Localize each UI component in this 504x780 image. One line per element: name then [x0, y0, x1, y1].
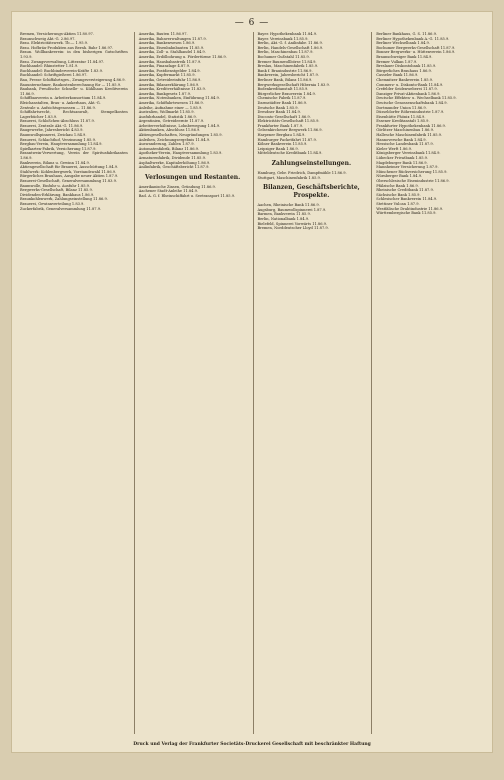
index-entry: Münchener Rückversicherung 11.85.9.: [376, 169, 448, 174]
column-4: [371, 32, 484, 734]
index-entry: Hannoversche Bank 1.84.9.: [376, 137, 427, 142]
index-entry: Nürnberger Bank 1.84.9.: [376, 174, 423, 179]
index-entry: Amerika, Zoll- u. Stahlhandel 1.84.9.: [138, 50, 206, 55]
index-entry: Brau. Zwangsverwaltung, Litteratur 11.84.97.: [20, 59, 105, 64]
index-columns: [20, 32, 484, 734]
page-footer: Druck und Verlag der Frankfurter Societäts-Druckerei Gesellschaft mit beschränkter Haftung: [133, 742, 371, 747]
index-entry: Kieler Werft 1.86.9.: [376, 146, 413, 151]
index-entry: Essener Kreditanstalt 1.85.9.: [376, 119, 430, 124]
index-entry: Baugewerbe, Jahresbericht 4.83.9.: [20, 128, 84, 133]
index-entry: Schlesischer Bankverein 11.84.9.: [376, 197, 438, 202]
section-heading: Bilanzen, Geschäftsberichte, Prospekte.: [263, 184, 360, 200]
index-entry: Schiffahrtsrecht, Rechtsanwalt, Stempelkosten Lagerbücher 1.83.9.: [20, 110, 128, 119]
index-entry: Anleihe, Aufnahme einer — 1.85.9.: [138, 105, 203, 110]
index-entry: Brauerei, Gewinnverteilung 1.83.9.: [20, 201, 85, 206]
index-entry: Disconto-Gesellschaft 1.86.9.: [257, 114, 311, 119]
index-entry: Aktiengesellschaft für Brauerei, Ausschüttung 1.84.9.: [20, 165, 119, 170]
page-number: — 6 —: [234, 18, 270, 28]
index-entry: Berlin, Nationalbank 1.84.9.: [257, 217, 310, 221]
index-entry: Australien, Wollmarkt 11.85.9.: [138, 110, 195, 115]
index-entry: Stettiner Vulcan 1.87.9.: [376, 201, 420, 206]
index-entry: Auswanderung, Zahlen 1.87.9.: [138, 142, 195, 147]
index-entry: Breslauer Diskontobank 11.85.9.: [376, 64, 437, 69]
index-entry: Bayer. Hypothekenbank 11.84.9.: [257, 32, 318, 36]
index-entry: Görlitzer Maschinenbau 1.86.9.: [376, 128, 434, 133]
index-entry: Deutsche Effekten- u. Wechselbank 11.85.9.: [376, 96, 457, 101]
index-entry: Buchhandel: Rhinstetter 1.81.9.: [20, 64, 79, 69]
index-entry: Zentrale u. Aufsichtsgenossen — 11.86.9.: [20, 105, 96, 110]
index-entry: Brauerei, Zentrale Akt.-G. 11.86.9.: [20, 123, 84, 128]
index-entry: Bodenkreditanstalt 11.85.9.: [257, 87, 309, 92]
index-entry: Elektricitäts-Gesellschaft 11.85.9.: [257, 119, 320, 124]
index-entry: Berliner Hypothekenbank A.-G. 11.85.9.: [376, 36, 450, 41]
index-entry: Branntwein-Verwertung, Verein der Spiritusfabrikanten 1.86.9.: [20, 151, 128, 161]
index-entry: Brauerei-Gesellschaft, Generalversammlung 11.83.9.: [20, 179, 117, 183]
index-entry: Amerika, Finanzlage 4.87.9.: [138, 64, 191, 69]
index-entry: Darmstädter Bank 11.86.9.: [257, 100, 308, 105]
index-entry: Sächsische Bank 1.85.9.: [376, 192, 421, 197]
index-entry: Bad. A. G. f. Rheinschiffahrt u. Seetransport 11.85.9.: [138, 194, 236, 198]
index-entry: Anilinfabrik, Geschäftsbericht 11.87.9.: [138, 165, 210, 170]
index-entry: Dividenden-Erklärung, Bankhaus 1.86.9.: [20, 192, 95, 197]
index-entry: Amerika, Bankgesetz 1.87.9.: [138, 91, 192, 96]
index-entry: Bergwerks-Gesellschaft, Bilanz 11.85.9.: [20, 188, 93, 193]
column-1: [20, 32, 128, 734]
document-page: [12, 12, 492, 752]
index-entry: Bonner Bergwerks- u. Hüttenverein 1.86.9.: [376, 50, 456, 55]
index-entry: Bau, Presse Schiffahrtsges., Zwangsversteigerung 4.86.9.: [20, 77, 126, 82]
index-entry: Hessische Landesbank 11.87.9.: [376, 142, 434, 147]
index-entry: Leipziger Bank 1.86.9.: [257, 146, 299, 151]
index-entry: Frankfurter Bank 1.87.9.: [257, 123, 304, 128]
index-entry: Amerika, Bankenwesen 1.86.9.: [138, 41, 196, 46]
index-entry: Oberschlesische Eisenindustrie 11.86.9.: [376, 179, 450, 183]
index-entry: Amerika, Kreditverhältnisse 11.83.9.: [138, 87, 206, 92]
index-entry: Amerikanische Zinsen, Gründung 11.86.9.: [138, 184, 216, 189]
index-entry: Bremer Baumwollbörse 11.84.9.: [257, 59, 317, 64]
index-entry: Anleihen, Zeichnungsergebnis 11.84.9.: [138, 137, 211, 142]
index-entry: Kölner Bankverein 11.85.9.: [257, 142, 308, 147]
index-entry: Baumwollspinnerei, Zwickau 1.84.9.: [20, 133, 87, 138]
index-entry: Buchhandel: Buchbinderverein-Kräfte 1.83.9.: [20, 68, 104, 73]
index-entry: Bremen, Versicherungs-Aktien 11.80.97.: [20, 32, 94, 36]
index-entry: Amerika, Hausbahnstreik 11.87.9.: [138, 59, 202, 64]
index-entry: Hallesche Maschinenfabrik 11.85.9.: [376, 133, 443, 138]
index-entry: Danziger Privat-Aktienbank 1.86.9.: [376, 91, 441, 96]
index-entry: Augsburg, Baumwollspinnerei 1.87.9.: [257, 207, 327, 212]
column-3: [253, 32, 366, 734]
index-entry: Königsberger Vereinsbank 11.84.9.: [376, 151, 441, 156]
index-entry: Ausfuhrhandel, Statistik 1.86.9.: [138, 114, 197, 119]
index-entry: Amerika, Schiffahrtswesen 11.86.9.: [138, 100, 204, 105]
index-entry: Amerika, Bilanzerklärung 1.86.9.: [138, 82, 200, 87]
index-entry: Braun. Wollbankverein: in den bisherigen Gutschriften 1.93.9.: [20, 50, 128, 59]
index-entry: Amerika, Bauten 11.86.97.: [138, 32, 188, 36]
index-entry: Brauerei, Schloßchen-Abschluss 11.87.9.: [20, 119, 95, 124]
index-entry: Berliner Bankhaus, G. S. 11.86.9.: [376, 32, 438, 36]
index-entry: Braunschweig Akt.-G. 2.86.97.: [20, 36, 76, 41]
index-entry: Argentinien, Getreideernte 11.87.9.: [138, 119, 205, 124]
index-entry: Aachener Stadt-Anleihe 11.84.9.: [138, 189, 199, 194]
index-entry: Bürgerliches Brauhaus 1.86.9.: [376, 68, 432, 73]
index-entry: Brauerei, Schlachthof, Verzinsung 1.85.9.: [20, 137, 96, 142]
index-entry: Gelsenkirchener Bergwerk 11.86.9.: [257, 128, 323, 133]
index-entry: Dortmunder Union 11.86.9.: [376, 105, 427, 110]
index-entry: Amerika, Notenbanken, Einführung 11.84.9.: [138, 96, 220, 101]
index-entry: Barmen, Bankverein 11.85.9.: [257, 212, 311, 217]
index-entry: Bielefeld, Spinnerei Vorwärts 11.86.9.: [257, 221, 328, 226]
column-2: [134, 32, 247, 734]
index-entry: Amerika, Kupfermarkt 11.85.9.: [138, 73, 196, 78]
index-entry: Bauunternehmer, Baukostenberechnung für — 11.85.9.: [20, 82, 122, 87]
index-entry: Stahlwerk: Kohlenbergwerk, Vorstandswahl 11.86.9.: [20, 169, 117, 174]
index-entry: Apotheker-Verein, Hauptversammlung 1.83.9.: [138, 151, 223, 156]
index-entry: Stuttgart, Maschinenfabrik 1.85.9.: [257, 175, 321, 180]
index-entry: Württembergische Bank 11.85.9.: [376, 211, 437, 216]
index-entry: Brau. Hofbräu-Produkten aus Bernh. Bahr 1.86.97.: [20, 45, 114, 50]
index-entry: Bürgerliches Brauhaus, Ausgabe neuer Aktien 1.87.9.: [20, 174, 119, 179]
index-entry: Bochumer Gußstahl 11.85.9.: [257, 54, 310, 59]
index-entry: Amerika, Bahnverwaltungen 11.87.9.: [138, 36, 207, 41]
index-entry: Spielkarten-Fabrik, Versicherung 11.87.9.: [20, 146, 97, 151]
index-entry: Eisenhütte Phönix 11.84.9.: [376, 114, 426, 119]
index-entry: Bayer. Vereinsbank 11.85.9.: [257, 36, 309, 41]
index-entry: Braunschweiger Bank 11.84.9.: [376, 54, 433, 59]
index-entry: Amerika, Postdienstgelder 1.84.9.: [138, 68, 201, 73]
index-entry: Lübecker Privatbank 1.85.9.: [376, 156, 429, 161]
index-entry: Bankverein, Jahresbericht 1.87.9.: [257, 73, 319, 78]
index-entry: Aachen, Rheinische Bank 11.86.9.: [257, 203, 320, 208]
index-entry: Dresdner Bank 11.84.9.: [257, 110, 301, 115]
index-entry: Brau. Elektricitätswerk. Tb.— 1.95.9.: [20, 41, 89, 46]
index-entry: Amerika, Getreideeinfuhr 11.86.9.: [138, 77, 202, 82]
index-entry: Bleichanstalten, Brau- u. Ankerhaus, Akt.-G.: [20, 100, 101, 105]
index-entry: Pfälzische Bank 1.86.9.: [376, 183, 419, 188]
index-entry: Bergwerksgesellschaft Hibernia 1.83.9.: [257, 82, 330, 87]
index-entry: Breslau, Maschinenfabrik 1.85.9.: [257, 64, 319, 69]
index-entry: Düsseldorfer Röhrenindustrie 1.87.9.: [376, 110, 445, 115]
index-entry: Rheinische Creditbank 11.87.9.: [376, 188, 434, 193]
index-entry: Casseler Bank 11.86.9.: [376, 73, 419, 78]
index-entry: Aktiengesellschaften, Neugründungen 1.85.9.: [138, 133, 223, 138]
index-entry: Asphaltwerke, Kapitalerhöhung 1.86.9.: [138, 160, 211, 165]
index-entry: Mitteldeutsche Kreditbank 11.84.9.: [257, 151, 323, 156]
index-entry: Armaturenfabrik, Dividende 11.85.9.: [138, 156, 207, 161]
index-entry: Westfälische Drahtindustrie 11.86.9.: [376, 206, 444, 211]
index-entry: Deutsche Genossenschaftsbank 1.84.9.: [376, 100, 448, 105]
index-entry: Automatenfabrik, Bilanz 11.86.9.: [138, 146, 200, 151]
index-entry: Berliner Bank, Bilanz 11.86.9.: [257, 77, 313, 82]
index-entry: Zuckerfabrik, Generalversammlung 11.87.9.: [20, 206, 102, 211]
index-entry: Mannheimer Versicherung 1.87.9.: [376, 165, 439, 170]
index-entry: Crefelder Seidenweberei 11.87.9.: [376, 87, 438, 92]
index-entry: Bremer Vulkan 1.87.9.: [376, 59, 418, 64]
index-entry: Buchhandel: Schriftgießerei 1.86.97.: [20, 73, 88, 78]
section-heading: Verlosungen und Restanten.: [145, 173, 241, 181]
index-entry: Harpener Bergbau 1.84.9.: [257, 133, 306, 138]
index-entry: Bochumer Bergwerks-Gesellschaft 11.87.9.: [376, 45, 456, 50]
index-entry: Schiffbauverein u. Arbeiterkonsortium 11.84.9.: [20, 96, 107, 101]
index-entry: Baumwolle, Einfuhr u. Ausfuhr 1.85.9.: [20, 183, 91, 188]
index-entry: Bergbau-Verein, Hauptversammlung 11.84.9.: [20, 142, 103, 147]
index-entry: Braunkohlenwerk, Zahlungseinstellung 11.86.9.: [20, 197, 108, 202]
index-entry: Aktienbanken, Abschluss 11.86.9.: [138, 128, 201, 133]
index-entry: Amerika, Eisenbahnbauten 11.85.9.: [138, 45, 205, 50]
index-entry: Chemische Fabrik 11.87.9.: [257, 96, 307, 101]
index-entry: Arbeiterverhältnisse, Lohnbewegung 1.84.9.: [138, 123, 221, 128]
index-entry: Amerika, Erdölbohrung u. Fördertürme 11.86.9.: [138, 54, 227, 59]
index-entry: Bremen, Norddeutscher Lloyd 11.87.9.: [257, 226, 329, 231]
index-entry: Hamburg, Gebr. Friedrich, Dampfmühle 11.86.9.: [257, 171, 347, 176]
index-entry: Berlin, Akt.-G. f. Anilinfabr. 11.86.9.: [257, 41, 323, 46]
section-heading: Zahlungseinstellungen.: [271, 160, 352, 168]
index-entry: Bank f. Brauindustrie 11.86.9.: [257, 68, 313, 73]
index-entry: Hamburger Packetfahrt 11.87.9.: [257, 137, 317, 142]
index-entry: Frankfurter Hypothekenbank 11.86.9.: [376, 123, 446, 128]
index-entry: Berliner Wechselbank 1.84.9.: [376, 41, 430, 46]
index-entry: Bankverein, Bilanz u. Gewinn 11.84.9.: [20, 160, 90, 165]
index-entry: Commerz- u. Diskonto-Bank 11.84.9.: [376, 82, 444, 87]
index-entry: Bürgerlicher Brauverein 1.84.9.: [257, 91, 316, 96]
index-entry: Deutsche Bank 1.85.9.: [257, 105, 299, 110]
index-entry: Berlin, Maschinenbau 11.87.9.: [257, 50, 314, 55]
index-entry: Magdeburger Bank 11.86.9.: [376, 160, 428, 165]
index-entry: Berlin, Handels-Gesellschaft 1.86.9.: [257, 45, 324, 50]
index-entry: Chemnitzer Bankverein 1.85.9.: [376, 77, 434, 82]
index-entry: Baubank, Preußische Schnelle- u. Kühlhaus Kreditverein 11.86.9.: [20, 87, 128, 96]
